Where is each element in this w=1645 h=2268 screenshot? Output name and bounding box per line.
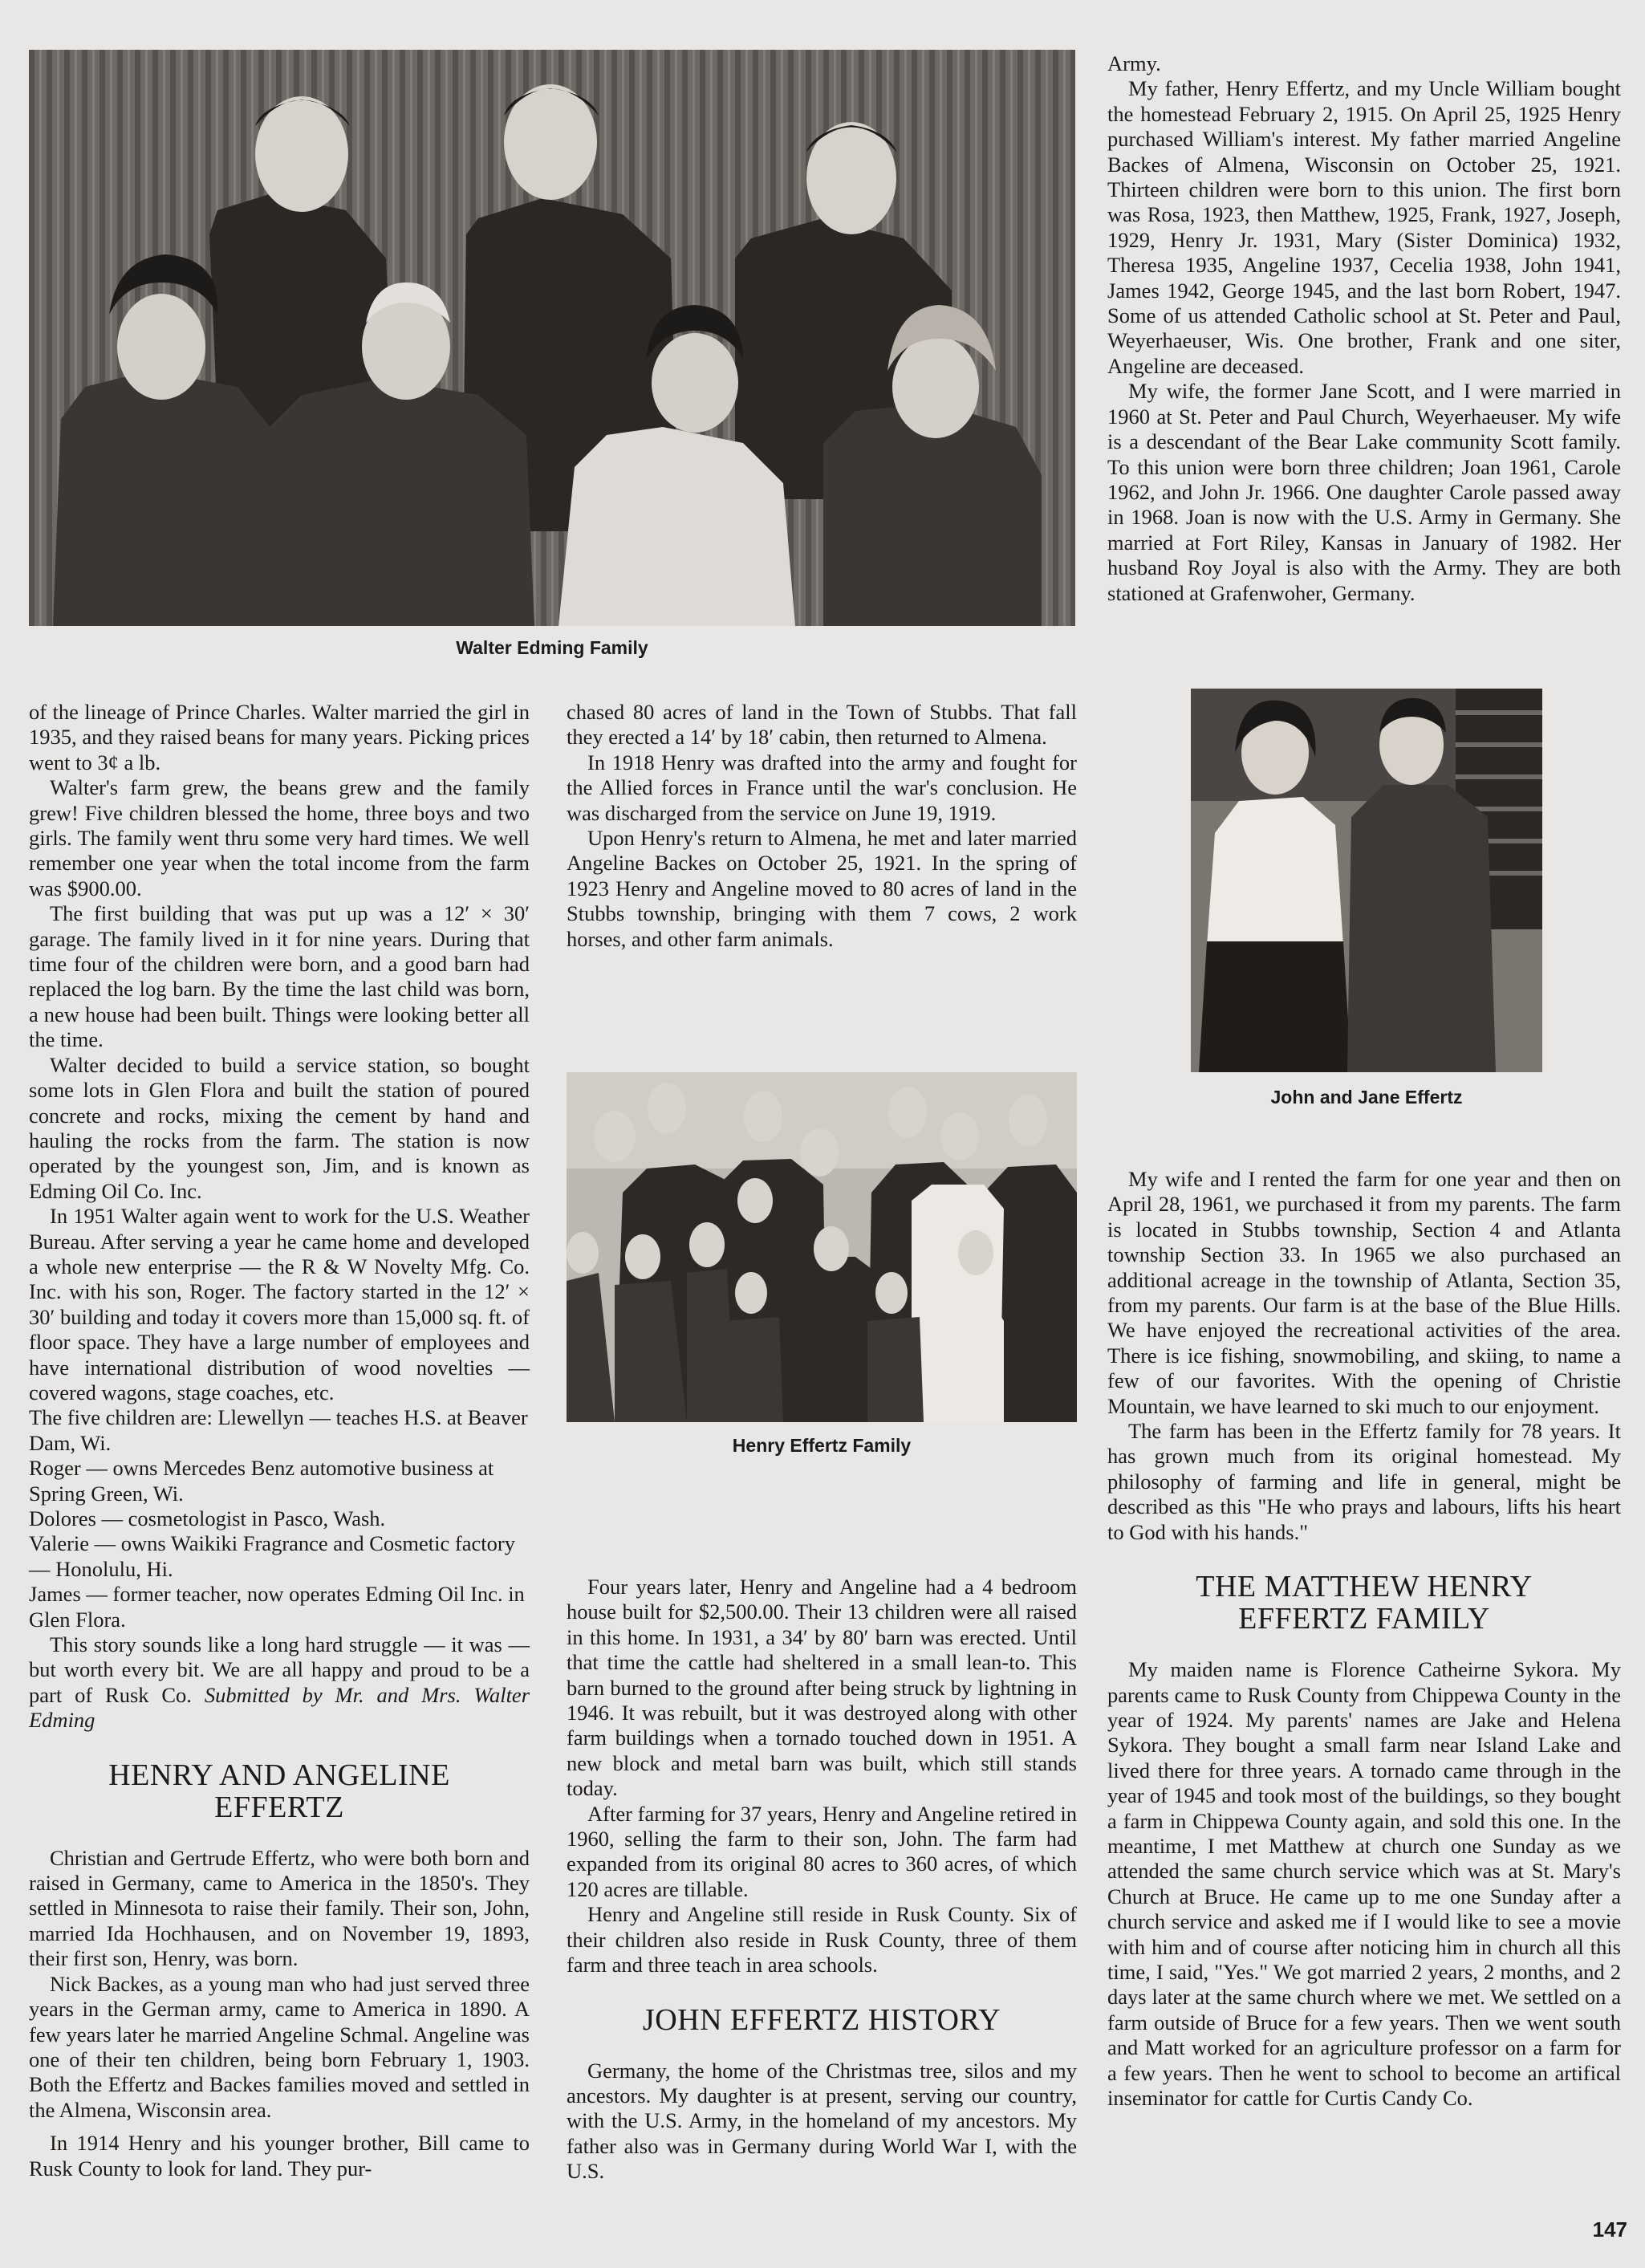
photo-walter-edming-image bbox=[29, 50, 1075, 626]
children-list-item: Roger — owns Mercedes Benz automotive business at Spring Green, Wi. bbox=[29, 1456, 494, 1506]
column-3-bottom bbox=[1107, 1167, 1621, 2111]
photo-walter-edming-family bbox=[29, 50, 1075, 626]
col1-paragraph: Walter's farm grew, the beans grew and the family grew! Five children blessed the home, three boys and two girls. The family went thru some very hard times. We well remember one year when the total income from the farm was $900.00. bbox=[29, 775, 530, 900]
col2-paragraph: Upon Henry's return to Almena, he met and later married Angeline Backes on October 25, 1921. In the spring of 1923 Henry and Angeline moved to 80 acres of land in the Stubbs township, bringing with them 7 cows, 2 work horses, and other farm animals. bbox=[567, 826, 1077, 951]
col3-paragraph: My maiden name is Florence Catheirne Sykora. My parents came to Rusk County from Chippewa County in the year of 1924. My parents' names are Jake and Helena Sykora. They bought a small farm near Island Lake and lived there for three years. A tornado came through in the year of 1945 and took most of the buildings, so they bought a farm in Chippewa County again, and sold this one. In the meantime, I met Matthew at church one Sunday as we attended the same church service which was at St. Mary's Church at Bruce. He came up to me one Sunday after a church service and asked me if I would like to see a movie with him and of course after noticing him in church all this time, I said, "Yes." We got married 2 years, 2 months, and 2 days later at the same church where we met. We settled on a farm outside of Bruce for a few years. Then we went south and Matt worked for an agriculture professor on a farm for a few years. Then he went to school to become an artifical inseminator for cattle for Curtis Candy Co. bbox=[1107, 1657, 1621, 2110]
column-2-top bbox=[567, 700, 1077, 952]
col3-paragraph: The farm has been in the Effertz family for 78 years. It has grown much from its original homestead. My philosophy of farming and life in general, might be described as this "He who prays and labours, lifts his heart to God with his hands." bbox=[1107, 1419, 1621, 1544]
column-2-bottom bbox=[567, 1575, 1077, 2185]
col3-paragraph: Army. bbox=[1107, 51, 1161, 75]
caption-henry-effertz-family: Henry Effertz Family bbox=[732, 1435, 912, 1456]
column-3-top bbox=[1107, 51, 1621, 606]
submitted-by-signature: Submitted by Mr. and Mrs. Walter Edming bbox=[29, 1682, 530, 1733]
heading-henry-angeline-effertz: HENRY AND ANGELINE EFFERTZ bbox=[108, 1758, 450, 1824]
col3-paragraph: My father, Henry Effertz, and my Uncle William bought the homestead February 2, 1915. On April 25, 1925 Henry purchased William's interest. My father married Angeline Backes of Almena, Wisconsin on October 25, 1921. Thirteen children were born to this union. The first born was Rosa, 1923, then Matthew, 1925, Frank, 1927, Joseph, 1929, Henry Jr. 1931, Mary (Sister Dominica) 1932, Theresa 1935, Angeline 1937, Cecelia 1938, John 1941, James 1942, George 1945, and the last born Robert, 1947. Some of us attended Catholic school at St. Peter and Paul, Weyerhaeuser, Wis. One brother, Frank and one siter, Angeline are deceased. bbox=[1107, 76, 1621, 378]
page-number: 147 bbox=[1592, 2217, 1627, 2242]
col3-paragraph: My wife and I rented the farm for one year and then on April 28, 1961, we purchased it from my parents. The farm is located in Stubbs township, Section 4 and Atlanta township Section 33. In 1965 we also purchased an additional acreage in the township of Atlanta, Section 35, from my parents. Our farm is at the base of the Blue Hills. We have enjoyed the recreational activities of the area. There is ice fishing, snowmobiling, and skiing, to name a few of our favorites. With the opening of Christie Mountain, we have learned to ski much to our enjoyment. bbox=[1107, 1167, 1621, 1418]
col3-paragraph: My wife, the former Jane Scott, and I were married in 1960 at St. Peter and Paul Church, Weyerhaeuser. My wife is a descendant of the Bear Lake community Scott family. To this union were born three children; Joan 1961, Carole 1962, and John Jr. 1966. One daughter Carole passed away in 1968. Joan is now with the U.S. Army in Germany. She married at Fort Riley, Kansas in January of 1982. Her husband Roy Joyal is also with the Army. They are both stationed at Grafenwoher, Germany. bbox=[1107, 379, 1621, 605]
children-list-item: The five children are: Llewellyn — teaches H.S. at Beaver Dam, Wi. bbox=[29, 1405, 528, 1455]
photo-henry-effertz-image bbox=[567, 1072, 1077, 1422]
col1-paragraph: of the lineage of Prince Charles. Walter married the girl in 1935, and they raised beans for many years. Picking prices went to 3¢ a lb. bbox=[29, 700, 530, 774]
col2-paragraph: In 1918 Henry was drafted into the army and fought for the Allied forces in France until the war's conclusion. He was discharged from the service on June 19, 1919. bbox=[567, 750, 1077, 825]
children-list-item: James — former teacher, now operates Edming Oil Inc. in Glen Flora. bbox=[29, 1582, 525, 1632]
photo-john-jane-effertz bbox=[1191, 689, 1542, 1072]
col2-paragraph: Henry and Angeline still reside in Rusk County. Six of their children also reside in Rusk County, three of them farm and three teach in area schools. bbox=[567, 1902, 1077, 1977]
col1-paragraph: The first building that was put up was a 12′ × 30′ garage. The family lived in it for nine years. During that time four of the children were born, and a good barn had replaced the log barn. By the time the last child was born, a new house had been built. Things were looking better all the time. bbox=[29, 901, 530, 1052]
col1-paragraph: Christian and Gertrude Effertz, who were both born and raised in Germany, came to America in the 1850's. They settled in Minnesota to raise their family. Their son, John, married Ida Hochhausen, and on November 19, 1893, their first son, Henry, was born. bbox=[29, 1845, 530, 1971]
col2-paragraph: Germany, the home of the Christmas tree, silos and my ancestors. My daughter is at present, serving our country, with the U.S. Army, in the homeland of my ancestors. My father also was in Germany during World War I, with the U.S. bbox=[567, 2058, 1077, 2184]
col1-paragraph: Walter decided to build a service station, so bought some lots in Glen Flora and built the station of poured concrete and rocks, mixing the cement by hand and hauling the rocks from the farm. The station is now operated by the youngest son, Jim, and is known as Edming Oil Co. Inc. bbox=[29, 1052, 530, 1203]
col1-paragraph: In 1951 Walter again went to work for the U.S. Weather Bureau. After serving a year he came home and developed a whole new enterprise — the R & W Novelty Mfg. Co. Inc. with his son, Roger. The factory started in the 12′ × 30′ building and today it covers more than 15,000 sq. ft. of floor space. They have a large number of employees and have international distribution of wood novelties — covered wagons, stage coaches, etc. bbox=[29, 1204, 530, 1404]
col1-paragraph: In 1914 Henry and his younger brother, Bill came to Rusk County to look for land. They pur- bbox=[29, 2131, 530, 2181]
heading-matthew-henry-effertz-family: THE MATTHEW HENRY EFFERTZ FAMILY bbox=[1196, 1570, 1533, 1636]
heading-john-effertz-history: JOHN EFFERTZ HISTORY bbox=[642, 2002, 1001, 2037]
children-list-item: Valerie — owns Waikiki Fragrance and Cosmetic factory — Honolulu, Hi. bbox=[29, 1531, 515, 1581]
col2-paragraph: After farming for 37 years, Henry and Angeline retired in 1960, selling the farm to their son, John. The farm had expanded from its original 80 acres to 360 acres, of which 120 acres are tillable. bbox=[567, 1801, 1077, 1901]
col2-paragraph: Four years later, Henry and Angeline had a 4 bedroom house built for $2,500.00. Their 13 children were all raised in this home. In 1931, a 34′ by 80′ barn was erected. Until that time the cattle had sheltered in a small lean-to. This barn burned to the ground after being struck by lightning in 1946. It was rebuilt, but it was destroyed along with other farm buildings when a tornado touched down in 1951. A new block and metal barn was built, which still stands today. bbox=[567, 1575, 1077, 1801]
photo-henry-effertz-family bbox=[567, 1072, 1077, 1422]
children-list-item: Dolores — cosmetologist in Pasco, Wash. bbox=[29, 1506, 386, 1530]
col1-paragraph: Nick Backes, as a young man who had just served three years in the German army, came to America in 1890. A few years later he married Angeline Schmal. Angeline was one of their ten children, being born February 1, 1903. Both the Effertz and Backes families moved and settled in the Almena, Wisconsin area. bbox=[29, 1971, 530, 2122]
photo-john-jane-image bbox=[1191, 689, 1542, 1072]
col2-paragraph: chased 80 acres of land in the Town of Stubbs. That fall they erected a 14′ by 18′ cabin, then returned to Almena. bbox=[567, 700, 1077, 750]
caption-john-jane-effertz: John and Jane Effertz bbox=[1270, 1087, 1463, 1108]
caption-walter-edming-family: Walter Edming Family bbox=[456, 637, 648, 658]
column-1 bbox=[29, 700, 530, 2181]
col1-paragraph bbox=[29, 1632, 530, 1734]
col1-closing-text: This story sounds like a long hard struggle — it was — but worth every bit. We are all happy and proud to be a part of Rusk Co. bbox=[29, 1632, 530, 1707]
